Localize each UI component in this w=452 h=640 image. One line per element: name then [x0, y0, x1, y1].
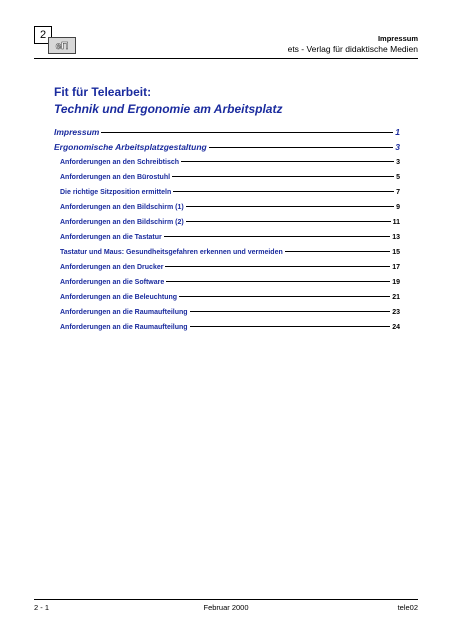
header-logo-block	[34, 26, 78, 54]
toc-entry-page: 19	[392, 279, 400, 286]
toc-entry[interactable]	[54, 125, 400, 140]
toc-entry-page: 3	[396, 159, 400, 166]
toc-leader-line	[209, 147, 394, 148]
footer-doc-id: tele02	[397, 603, 418, 612]
toc-leader-line	[173, 191, 394, 192]
toc-leader-line	[186, 206, 394, 207]
toc-entry-label: Anforderungen an die Raumaufteilung	[60, 309, 188, 316]
toc-entry-label: Anforderungen an die Beleuchtung	[60, 294, 178, 301]
header-publisher: ets - Verlag für didaktische Medien	[287, 44, 418, 54]
title-line-2: Technik und Ergonomie am Arbeitsplatz	[54, 102, 283, 116]
footer-date: Februar 2000	[203, 603, 249, 612]
toc-entry-page: 23	[392, 309, 400, 316]
toc-entry[interactable]	[54, 275, 400, 290]
toc-entry[interactable]	[54, 245, 400, 260]
toc-entry[interactable]	[54, 155, 400, 170]
toc-entry[interactable]	[54, 185, 400, 200]
toc-entry[interactable]	[54, 215, 400, 230]
toc-entry-label: Anforderungen an den Bürostuhl	[60, 174, 171, 181]
toc-entry[interactable]	[54, 290, 400, 305]
toc-entry[interactable]	[54, 260, 400, 275]
toc-entry-page: 5	[396, 174, 400, 181]
toc-leader-line	[190, 311, 391, 312]
ets-logo-icon	[48, 37, 76, 54]
chapter-number: 2	[34, 26, 52, 44]
toc-entry-page: 9	[396, 204, 400, 211]
toc-leader-line	[186, 221, 391, 222]
toc-entry-page: 17	[392, 264, 400, 271]
toc-entry-label: Anforderungen an die Tastatur	[60, 234, 162, 241]
toc-entry[interactable]	[54, 200, 400, 215]
toc-entry-label: Die richtige Sitzposition ermitteln	[60, 189, 172, 196]
header-divider	[34, 58, 418, 59]
toc-entry-label: Anforderungen an die Software	[60, 279, 165, 286]
header-info	[288, 34, 418, 55]
toc-entry[interactable]	[54, 170, 400, 185]
toc-entry-label: Anforderungen an den Bildschirm (1)	[60, 204, 184, 211]
toc-entry-page: 21	[392, 294, 400, 301]
toc-entry[interactable]	[54, 230, 400, 245]
toc-entry[interactable]	[54, 305, 400, 320]
toc-entry-page: 15	[392, 249, 400, 256]
toc-leader-line	[172, 176, 394, 177]
document-title	[54, 84, 282, 117]
toc-entry-page: 7	[396, 189, 400, 196]
footer	[34, 603, 418, 615]
toc-entry-label: Ergonomische Arbeitsplatzgestaltung	[54, 142, 207, 152]
toc-leader-line	[165, 266, 390, 267]
toc-entry[interactable]	[54, 320, 400, 335]
toc-leader-line	[166, 281, 390, 282]
toc-entry-label: Anforderungen an den Bildschirm (2)	[60, 219, 184, 226]
toc-entry[interactable]	[54, 140, 400, 155]
toc-entry-label: Anforderungen an den Schreibtisch	[60, 159, 180, 166]
toc-entry-page: 1	[395, 127, 400, 137]
toc-entry-page: 24	[392, 324, 400, 331]
toc-leader-line	[101, 132, 393, 133]
toc-entry-label: Tastatur und Maus: Gesundheitsgefahren erkennen und vermeiden	[60, 249, 283, 256]
toc-entry-page: 13	[392, 234, 400, 241]
svg-text:eΠ: eΠ	[55, 41, 69, 51]
toc-leader-line	[179, 296, 390, 297]
footer-divider	[34, 599, 418, 600]
table-of-contents	[54, 125, 400, 335]
toc-leader-line	[164, 236, 390, 237]
toc-leader-line	[285, 251, 390, 252]
toc-entry-label: Impressum	[54, 127, 100, 137]
toc-entry-label: Anforderungen an die Raumaufteilung	[60, 324, 188, 331]
footer-page-label: 2 - 1	[34, 603, 50, 612]
toc-entry-label: Anforderungen an den Drucker	[60, 264, 164, 271]
toc-leader-line	[181, 161, 394, 162]
title-line-1: Fit für Telearbeit:	[54, 85, 152, 99]
toc-entry-page: 3	[395, 142, 400, 152]
toc-entry-page: 11	[392, 219, 400, 226]
header-section-title: Impressum	[377, 34, 418, 43]
toc-leader-line	[190, 326, 391, 327]
